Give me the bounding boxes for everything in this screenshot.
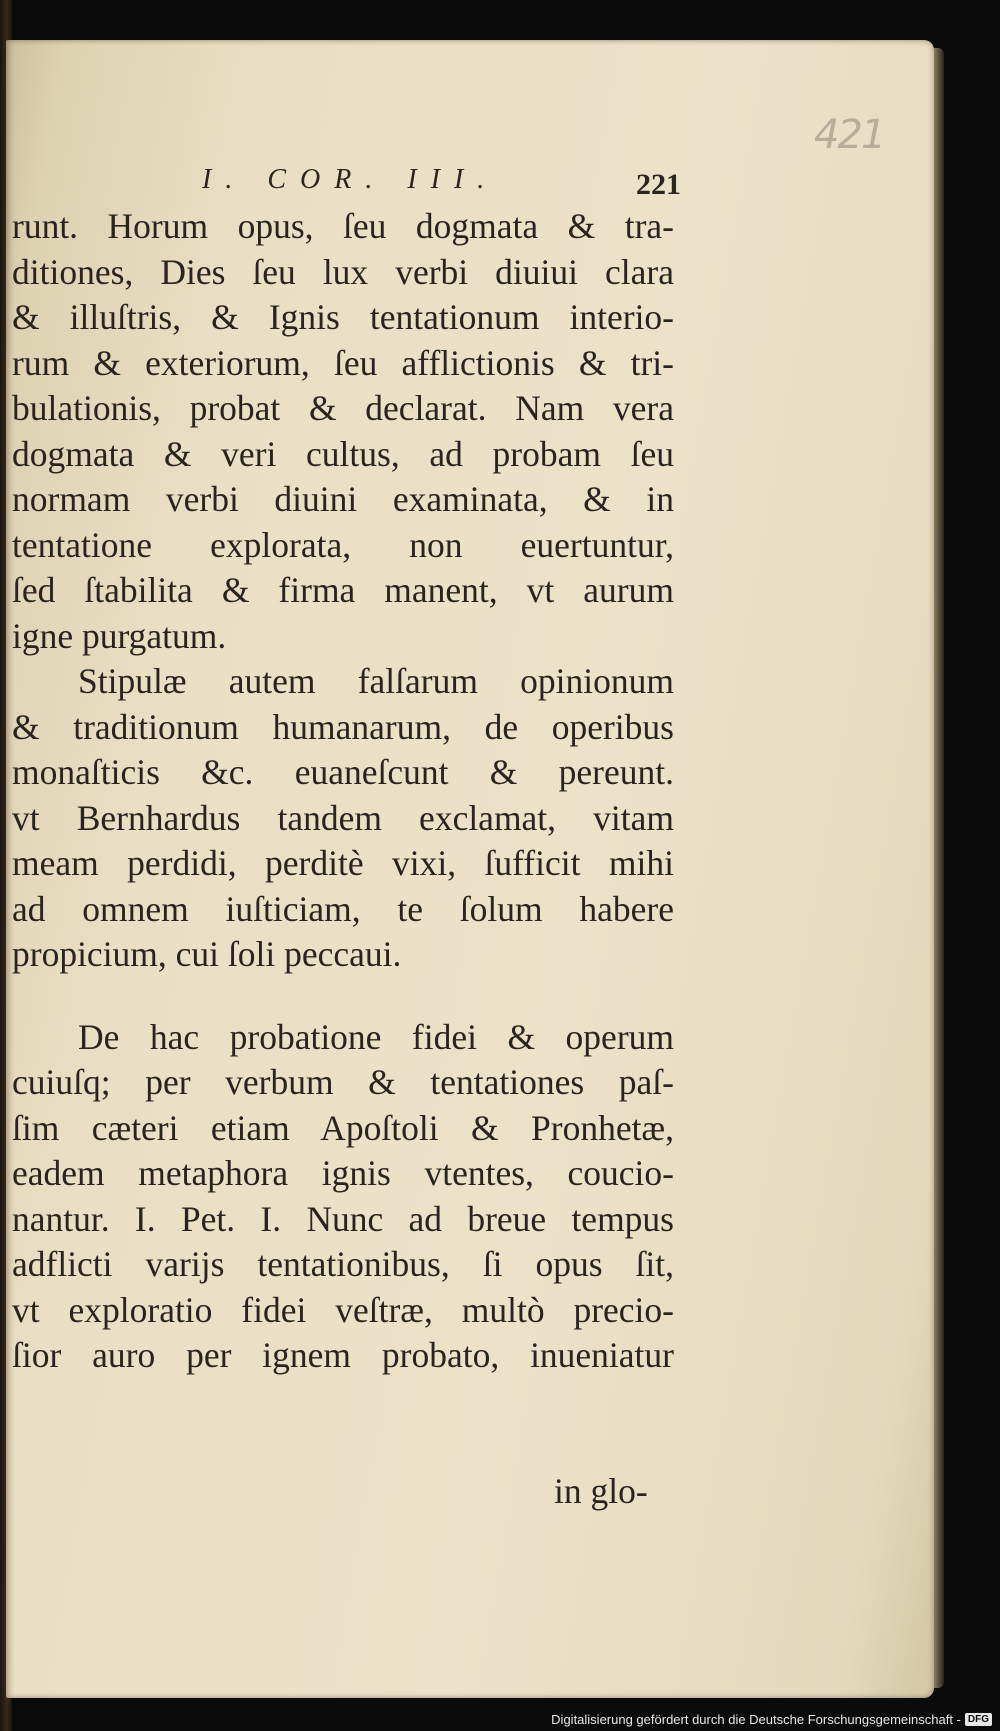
- text-line: vt Bernhardus tandem exclamat, vitam: [12, 797, 674, 838]
- book-page: [6, 40, 934, 1698]
- text-line: igne purgatum.: [12, 615, 227, 656]
- text-line: vt exploratio fidei veſtræ, multò precio-: [12, 1289, 674, 1330]
- catchword: in glo-: [554, 1471, 648, 1511]
- text-line: ſior auro per ignem probato, inueniatur: [12, 1335, 674, 1375]
- text-line: De hac probatione fidei & operum: [78, 1016, 674, 1057]
- pencil-folio-mark: 421: [814, 112, 885, 158]
- text-line: monaſticis &c. euaneſcunt & pereunt.: [12, 752, 674, 792]
- paragraph-1: [12, 204, 674, 659]
- text-line: eadem metaphora ignis vtentes, coucio-: [12, 1153, 674, 1193]
- text-line: rum & exteriorum, ſeu afflictionis & tri-: [12, 342, 674, 383]
- paragraph-3: [12, 1015, 674, 1379]
- text-line: nantur. I. Pet. I. Nunc ad breue tempus: [12, 1198, 674, 1239]
- text-line: ad omnem iuſticiam, te ſolum habere: [12, 888, 674, 929]
- digitization-credit: [551, 1712, 992, 1727]
- text-line: normam verbi diuini examinata, & in: [12, 479, 674, 519]
- text-line: dogmata & veri cultus, ad probam ſeu: [12, 433, 674, 474]
- text-line: propicium, cui ſoli peccaui.: [12, 934, 402, 974]
- text-line: tentatione explorata, non euertuntur,: [12, 524, 674, 565]
- text-line: adflicti varijs tentationibus, ſi opus ſit,: [12, 1244, 674, 1284]
- text-line: & traditionum humanarum, de operibus: [12, 706, 674, 747]
- text-line: meam perdidi, perditè vixi, ſufficit mihi: [12, 843, 674, 883]
- paragraph-2: [12, 659, 674, 978]
- running-head: I. COR. III.: [202, 164, 499, 195]
- text-line: & illuſtris, & Ignis tentationum interio-: [12, 297, 674, 337]
- page-number: 221: [636, 168, 681, 201]
- text-line: ſim cæteri etiam Apoſtoli & Pronhetæ,: [12, 1107, 674, 1148]
- text-line: runt. Horum opus, ſeu dogmata & tra-: [12, 206, 674, 246]
- text-line: ſed ſtabilita & firma manent, vt aurum: [12, 570, 674, 610]
- credit-text: Digitalisierung gefördert durch die Deutsche Forschungsgemeinschaft -: [551, 1712, 961, 1727]
- text-line: ditiones, Dies ſeu lux verbi diuiui clara: [12, 251, 674, 292]
- body-text: [12, 204, 674, 1379]
- text-line: Stipulæ autem falſarum opinionum: [78, 661, 674, 701]
- page-fore-edge: [934, 48, 944, 1688]
- text-line: cuiuſq; per verbum & tentationes paſ-: [12, 1062, 674, 1102]
- text-line: bulationis, probat & declarat. Nam vera: [12, 388, 674, 428]
- dfg-logo: DFG: [965, 1713, 992, 1726]
